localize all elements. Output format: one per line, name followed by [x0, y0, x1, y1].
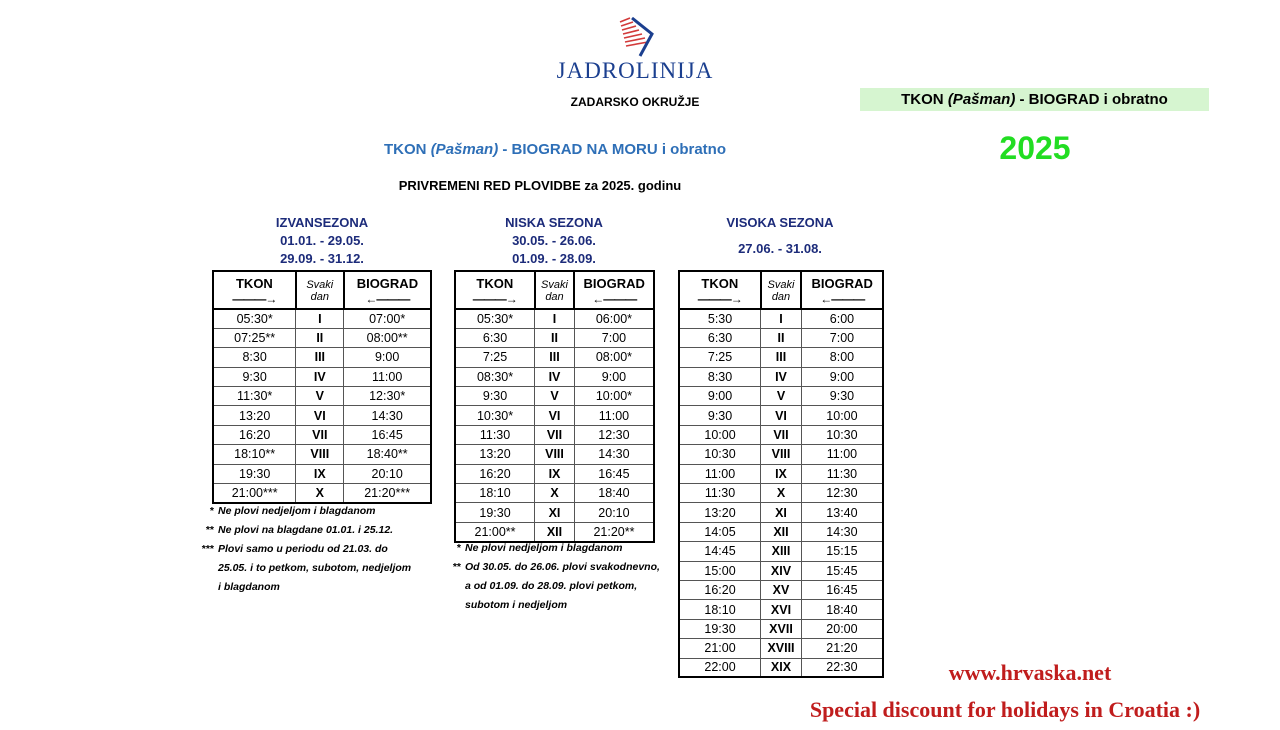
- biograd-departure: 15:45: [801, 561, 883, 580]
- tkon-departure: 11:30: [679, 484, 761, 503]
- table-row: [679, 619, 883, 638]
- arrow-cell: [801, 291, 883, 309]
- season-high-header: [715, 214, 845, 258]
- tkon-departure: 9:00: [679, 387, 761, 406]
- note-line: [190, 559, 440, 578]
- header-row: [679, 291, 883, 309]
- brand-name: JADROLINIJA: [556, 58, 714, 83]
- header-row: [213, 291, 431, 309]
- biograd-departure: 10:00*: [574, 387, 654, 406]
- note-marker: *: [456, 542, 461, 554]
- table-row: [213, 387, 431, 406]
- table-row: [679, 542, 883, 561]
- biograd-departure: 10:30: [801, 425, 883, 444]
- tkon-departure: 7:25: [455, 348, 535, 367]
- route-title: [340, 141, 770, 158]
- tkon-departure: 15:00: [679, 561, 761, 580]
- arrow-cell: [574, 291, 654, 309]
- note-text: Ne plovi nedjeljom i blagdanom: [218, 505, 376, 517]
- tkon-departure: 8:30: [213, 348, 296, 367]
- tkon-departure: 13:20: [679, 503, 761, 522]
- tkon-departure: 05:30*: [213, 309, 296, 328]
- col-svaki-header: Svaki: [296, 271, 344, 291]
- run-number: X: [296, 484, 344, 503]
- run-number: XIX: [761, 658, 802, 677]
- tkon-departure: 13:20: [455, 445, 535, 464]
- year-label: 2025: [999, 130, 1071, 166]
- run-number: III: [761, 348, 802, 367]
- tkon-departure: 6:30: [455, 328, 535, 347]
- run-number: VIII: [761, 445, 802, 464]
- table-row: [679, 425, 883, 444]
- note-line: [190, 502, 440, 521]
- table-row: [679, 367, 883, 386]
- biograd-departure: 9:00: [801, 367, 883, 386]
- run-number: XIV: [761, 561, 802, 580]
- tkon-departure: 16:20: [679, 580, 761, 599]
- run-number: XI: [535, 503, 575, 522]
- route-italic: (Pašman): [430, 141, 499, 158]
- season-date: 27.06. - 31.08.: [738, 241, 822, 256]
- note-line: [190, 540, 440, 559]
- header-row: [679, 271, 883, 291]
- header-row: [455, 271, 654, 291]
- tkon-departure: 5:30: [679, 309, 761, 328]
- run-number: VI: [761, 406, 802, 425]
- run-number: V: [535, 387, 575, 406]
- season-date: 29.09. - 31.12.: [280, 251, 364, 266]
- run-number: VI: [535, 406, 575, 425]
- table-row: [679, 445, 883, 464]
- biograd-departure: 11:00: [344, 367, 431, 386]
- note-text: Plovi samo u periodu od 21.03. do: [218, 543, 388, 555]
- promo-text: Special discount for holidays in Croatia :): [809, 697, 1201, 722]
- run-number: X: [761, 484, 802, 503]
- biograd-departure: 11:30: [801, 464, 883, 483]
- table-row: [679, 600, 883, 619]
- table-row: [213, 367, 431, 386]
- biograd-departure: 12:30*: [344, 387, 431, 406]
- note-marker: *: [209, 505, 214, 517]
- table-body: [213, 309, 431, 503]
- note-text: i blagdanom: [218, 581, 280, 593]
- table-row: [679, 639, 883, 658]
- table-row: [679, 503, 883, 522]
- run-number: I: [761, 309, 802, 328]
- tkon-departure: 18:10: [455, 484, 535, 503]
- table-body: [679, 309, 883, 677]
- table-row: [455, 484, 654, 503]
- tkon-departure: 22:00: [679, 658, 761, 677]
- arrow-cell: [344, 291, 431, 309]
- biograd-departure: 20:10: [344, 464, 431, 483]
- note-marker: ***: [201, 543, 214, 555]
- season-title: NISKA SEZONA: [505, 215, 603, 230]
- arrow-left-icon: ←———: [592, 292, 637, 306]
- biograd-departure: 08:00*: [574, 348, 654, 367]
- note-text: 25.05. i to petkom, subotom, nedjeljom: [218, 562, 412, 574]
- biograd-departure: 08:00**: [344, 328, 431, 347]
- tkon-departure: 9:30: [455, 387, 535, 406]
- region-label: ZADARSKO OKRUŽJE: [570, 95, 700, 109]
- tkon-departure: 21:00***: [213, 484, 296, 503]
- header-row: [213, 271, 431, 291]
- run-number: I: [296, 309, 344, 328]
- route-side-label: [860, 88, 1209, 111]
- run-number: IX: [535, 464, 575, 483]
- tkon-departure: 18:10**: [213, 445, 296, 464]
- table-row: [455, 503, 654, 522]
- biograd-departure: 12:30: [574, 425, 654, 444]
- tkon-departure: 13:20: [213, 406, 296, 425]
- route-prefix: TKON: [384, 141, 431, 158]
- tkon-departure: 11:30: [455, 425, 535, 444]
- notes-low-season: [437, 539, 687, 615]
- tkon-departure: 07:25**: [213, 328, 296, 347]
- biograd-departure: 14:30: [801, 522, 883, 541]
- run-number: IV: [296, 367, 344, 386]
- note-line: [437, 539, 687, 558]
- arrow-left-icon: ←———: [365, 292, 410, 306]
- run-number: XV: [761, 580, 802, 599]
- arrow-cell: [213, 291, 296, 309]
- run-number: X: [535, 484, 575, 503]
- arrow-right-icon: ———→: [472, 292, 517, 306]
- tkon-departure: 8:30: [679, 367, 761, 386]
- biograd-departure: 11:00: [574, 406, 654, 425]
- note-line: [437, 577, 687, 596]
- run-number: XII: [535, 522, 575, 541]
- table-row: [455, 464, 654, 483]
- biograd-departure: 12:30: [801, 484, 883, 503]
- col-biograd-header: BIOGRAD: [344, 271, 431, 291]
- table-row: [455, 328, 654, 347]
- plan-title: PRIVREMENI RED PLOVIDBE za 2025. godinu: [398, 178, 682, 193]
- note-marker: **: [205, 524, 214, 536]
- run-number: VII: [296, 425, 344, 444]
- run-number: XVII: [761, 619, 802, 638]
- tkon-departure: 10:00: [679, 425, 761, 444]
- table-row: [213, 445, 431, 464]
- run-number: IX: [761, 464, 802, 483]
- biograd-departure: 14:30: [574, 445, 654, 464]
- table-row: [679, 658, 883, 677]
- biograd-departure: 21:20***: [344, 484, 431, 503]
- run-number: IV: [761, 367, 802, 386]
- run-number: XVIII: [761, 639, 802, 658]
- table-header: [213, 271, 431, 309]
- notes-off-season: [190, 502, 440, 597]
- biograd-departure: 21:20**: [574, 522, 654, 541]
- biograd-departure: 06:00*: [574, 309, 654, 328]
- arrow-left-icon: ←———: [820, 292, 865, 306]
- arrow-right-icon: ———→: [232, 292, 277, 306]
- table-row: [455, 406, 654, 425]
- season-date: 01.01. - 29.05.: [280, 233, 364, 248]
- biograd-departure: 10:00: [801, 406, 883, 425]
- arrow-right-icon: ———→: [697, 292, 742, 306]
- biograd-departure: 7:00: [574, 328, 654, 347]
- biograd-departure: 15:15: [801, 542, 883, 561]
- run-number: VII: [535, 425, 575, 444]
- biograd-departure: 18:40: [574, 484, 654, 503]
- jadrolinija-logo: [540, 16, 730, 88]
- table-row: [679, 522, 883, 541]
- run-number: I: [535, 309, 575, 328]
- note-line: [190, 578, 440, 597]
- table-row: [679, 348, 883, 367]
- table-row: [455, 348, 654, 367]
- tkon-departure: 14:05: [679, 522, 761, 541]
- note-line: [437, 596, 687, 615]
- tkon-departure: 08:30*: [455, 367, 535, 386]
- table-row: [679, 561, 883, 580]
- note-line: [190, 521, 440, 540]
- biograd-departure: 13:40: [801, 503, 883, 522]
- tkon-departure: 21:00**: [455, 522, 535, 541]
- col-biograd-header: BIOGRAD: [574, 271, 654, 291]
- col-tkon-header: TKON: [455, 271, 535, 291]
- table-row: [213, 348, 431, 367]
- biograd-departure: 21:20: [801, 639, 883, 658]
- note-text: subotom i nedjeljom: [465, 599, 568, 611]
- tkon-departure: 05:30*: [455, 309, 535, 328]
- col-tkon-header: TKON: [679, 271, 761, 291]
- run-number: V: [296, 387, 344, 406]
- timetable-high-season: [678, 270, 884, 678]
- table-row: [679, 387, 883, 406]
- tkon-departure: 11:30*: [213, 387, 296, 406]
- table-header: [455, 271, 654, 309]
- biograd-departure: 14:30: [344, 406, 431, 425]
- col-svaki-header: Svaki: [761, 271, 802, 291]
- tkon-departure: 19:30: [455, 503, 535, 522]
- table-row: [213, 484, 431, 503]
- tkon-departure: 7:25: [679, 348, 761, 367]
- col-tkon-header: TKON: [213, 271, 296, 291]
- timetable-off-season: [212, 270, 432, 504]
- run-number: V: [761, 387, 802, 406]
- table-row: [213, 406, 431, 425]
- table-row: [213, 328, 431, 347]
- biograd-departure: 6:00: [801, 309, 883, 328]
- table-row: [455, 309, 654, 328]
- run-number: VII: [761, 425, 802, 444]
- route-suffix: - BIOGRAD NA MORU i obratno: [498, 141, 726, 158]
- table-row: [679, 580, 883, 599]
- table-row: [679, 484, 883, 503]
- season-low-header: [494, 214, 614, 268]
- run-number: II: [535, 328, 575, 347]
- header-row: [455, 291, 654, 309]
- note-line: [437, 558, 687, 577]
- biograd-departure: 9:00: [344, 348, 431, 367]
- table-row: [679, 309, 883, 328]
- jadrolinija-sail-icon: [618, 16, 654, 58]
- side-label-suffix: - BIOGRAD i obratno: [1015, 91, 1168, 108]
- tkon-departure: 14:45: [679, 542, 761, 561]
- biograd-departure: 20:00: [801, 619, 883, 638]
- col-svaki-header: Svaki: [535, 271, 575, 291]
- season-date: 30.05. - 26.06.: [512, 233, 596, 248]
- table-row: [455, 367, 654, 386]
- run-number: XII: [761, 522, 802, 541]
- tkon-departure: 19:30: [679, 619, 761, 638]
- note-text: Ne plovi na blagdane 01.01. i 25.12.: [218, 524, 394, 536]
- col-biograd-header: BIOGRAD: [801, 271, 883, 291]
- tkon-departure: 9:30: [679, 406, 761, 425]
- run-number: IX: [296, 464, 344, 483]
- tkon-departure: 10:30*: [455, 406, 535, 425]
- table-header: [679, 271, 883, 309]
- biograd-departure: 9:30: [801, 387, 883, 406]
- tkon-departure: 9:30: [213, 367, 296, 386]
- table-row: [455, 387, 654, 406]
- note-text: Ne plovi nedjeljom i blagdanom: [465, 542, 623, 554]
- table-row: [679, 328, 883, 347]
- note-marker: **: [452, 561, 461, 573]
- run-number: II: [761, 328, 802, 347]
- biograd-departure: 9:00: [574, 367, 654, 386]
- biograd-departure: 8:00: [801, 348, 883, 367]
- tkon-departure: 16:20: [213, 425, 296, 444]
- col-dan-header: dan: [296, 291, 344, 309]
- tkon-departure: 21:00: [679, 639, 761, 658]
- timetable-low-season: [454, 270, 655, 543]
- website-link[interactable]: www.hrvaska.net: [948, 660, 1112, 685]
- run-number: VI: [296, 406, 344, 425]
- biograd-departure: 18:40**: [344, 445, 431, 464]
- biograd-departure: 16:45: [344, 425, 431, 444]
- arrow-cell: [679, 291, 761, 309]
- run-number: III: [535, 348, 575, 367]
- side-label-italic: (Pašman): [947, 91, 1016, 108]
- run-number: IV: [535, 367, 575, 386]
- season-title: VISOKA SEZONA: [726, 215, 834, 230]
- table-row: [455, 445, 654, 464]
- table-row: [679, 464, 883, 483]
- note-text: a od 01.09. do 28.09. plovi petkom,: [465, 580, 638, 592]
- season-off-header: [262, 214, 382, 268]
- run-number: XVI: [761, 600, 802, 619]
- table-row: [213, 309, 431, 328]
- biograd-departure: 20:10: [574, 503, 654, 522]
- side-label-prefix: TKON: [901, 91, 948, 108]
- table-row: [213, 464, 431, 483]
- run-number: XIII: [761, 542, 802, 561]
- tkon-departure: 18:10: [679, 600, 761, 619]
- run-number: III: [296, 348, 344, 367]
- season-date: 01.09. - 28.09.: [512, 251, 596, 266]
- biograd-departure: 07:00*: [344, 309, 431, 328]
- run-number: II: [296, 328, 344, 347]
- biograd-departure: 16:45: [574, 464, 654, 483]
- table-row: [213, 425, 431, 444]
- biograd-departure: 18:40: [801, 600, 883, 619]
- tkon-departure: 19:30: [213, 464, 296, 483]
- table-row: [679, 406, 883, 425]
- run-number: VIII: [296, 445, 344, 464]
- tkon-departure: 11:00: [679, 464, 761, 483]
- table-body: [455, 309, 654, 542]
- season-title: IZVANSEZONA: [275, 215, 369, 230]
- biograd-departure: 16:45: [801, 580, 883, 599]
- tkon-departure: 16:20: [455, 464, 535, 483]
- tkon-departure: 6:30: [679, 328, 761, 347]
- run-number: XI: [761, 503, 802, 522]
- col-dan-header: dan: [535, 291, 575, 309]
- arrow-cell: [455, 291, 535, 309]
- note-text: Od 30.05. do 26.06. plovi svakodnevno,: [465, 561, 660, 573]
- biograd-departure: 7:00: [801, 328, 883, 347]
- tkon-departure: 10:30: [679, 445, 761, 464]
- biograd-departure: 22:30: [801, 658, 883, 677]
- biograd-departure: 11:00: [801, 445, 883, 464]
- col-dan-header: dan: [761, 291, 802, 309]
- table-row: [455, 425, 654, 444]
- run-number: VIII: [535, 445, 575, 464]
